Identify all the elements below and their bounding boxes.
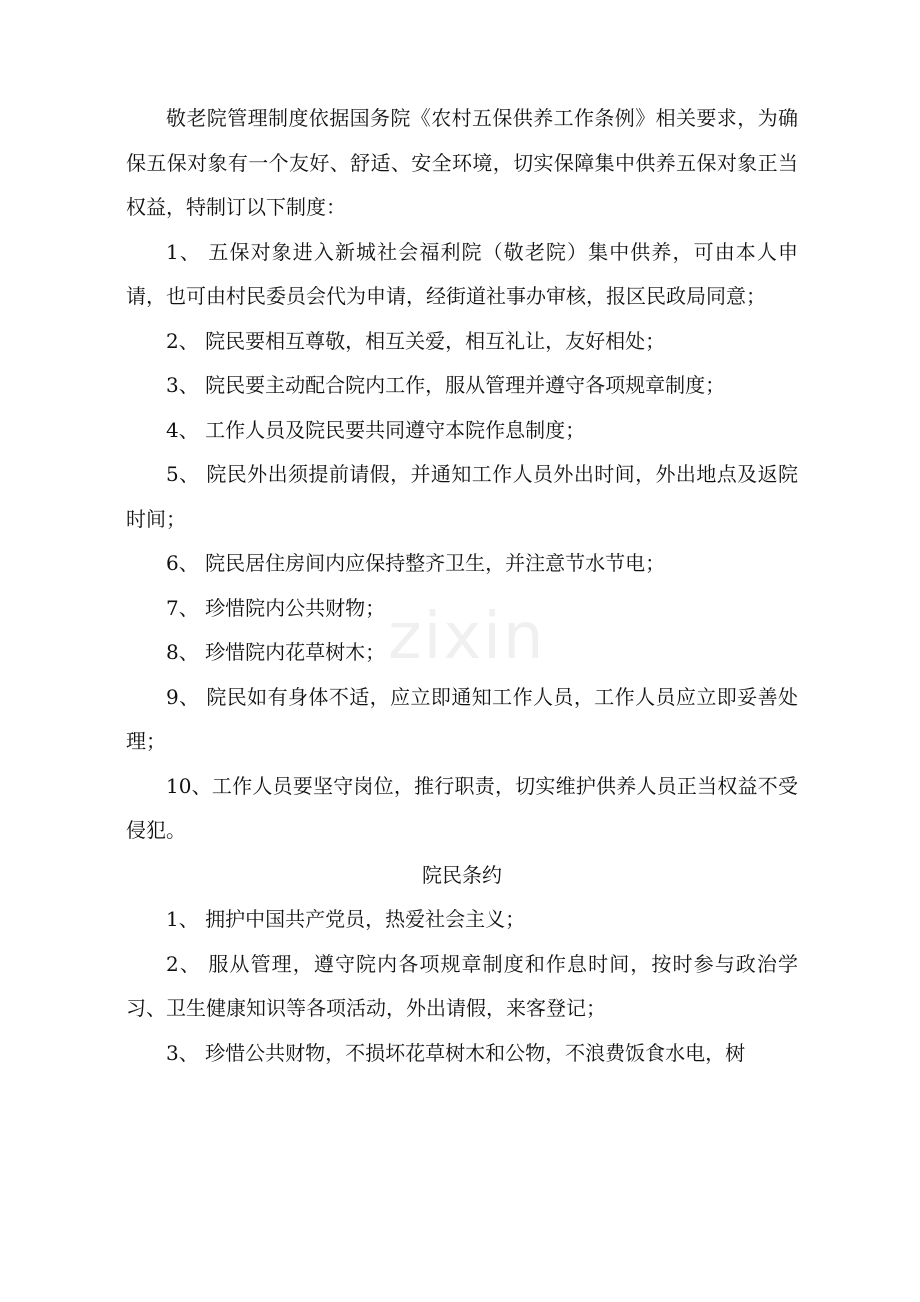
rule-item-8: 8、 珍惜院内花草树木；	[166, 640, 386, 664]
rule-item-5: 5、 院民外出须提前请假，并通知工作人员外出时间，外出地点及返院时间；	[126, 462, 798, 531]
rule-item-4: 4、 工作人员及院民要共同遵守本院作息制度；	[166, 417, 586, 442]
rule-item-7: 7、 珍惜院内公共财物；	[166, 595, 386, 620]
document-page	[126, 96, 798, 1075]
rule-item-1: 1、 五保对象进入新城社会福利院（敬老院）集中供养，可由本人申请，也可由村民委员会代为申请，经街道社事办审核，报区民政局同意；	[126, 239, 798, 308]
pact-item-2: 2、 服从管理，遵守院内各项规章制度和作息时间，按时参与政治学习、卫生健康知识等各项活动，外出请假，来客登记；	[126, 951, 798, 1020]
rule-item-10: 10、工作人员要坚守岗位，推行职责，切实维护供养人员正当权益不受侵犯。	[126, 773, 798, 842]
pact-item-3: 3、 珍惜公共财物，不损坏花草树木和公物，不浪费饭食水电，树	[166, 1040, 746, 1065]
section-title: 院民条约	[422, 862, 502, 887]
rule-item-6: 6、 院民居住房间内应保持整齐卫生，并注意节水节电；	[166, 551, 666, 575]
rule-item-9: 9、 院民如有身体不适，应立即通知工作人员，工作人员应立即妥善处理；	[126, 684, 798, 753]
rule-item-3: 3、 院民要主动配合院内工作，服从管理并遵守各项规章制度；	[166, 373, 726, 397]
intro-paragraph: 敬老院管理制度依据国务院《农村五保供养工作条例》相关要求，为确保五保对象有一个友好、舒适、安全环境，切实保障集中供养五保对象正当权益，特制订以下制度：	[126, 106, 798, 219]
watermark: zixin	[388, 600, 546, 674]
rule-item-2: 2、 院民要相互尊敬，相互关爱，相互礼让，友好相处；	[166, 328, 666, 353]
pact-item-1: 1、 拥护中国共产党员，热爱社会主义；	[166, 907, 526, 931]
